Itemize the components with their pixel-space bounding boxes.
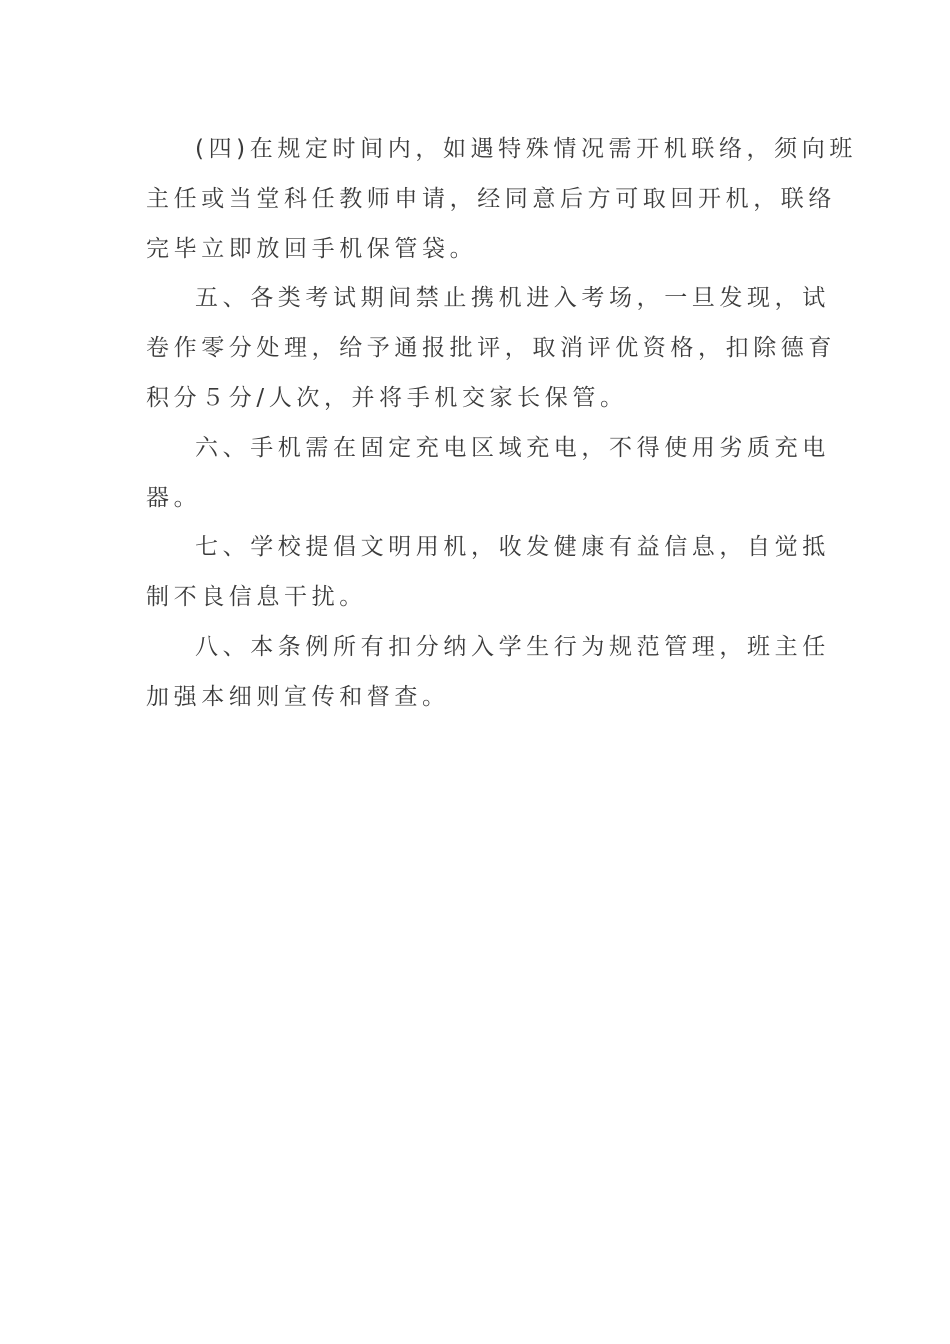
document-body bbox=[146, 125, 857, 723]
text-line: 制不良信息干扰。 bbox=[146, 584, 367, 611]
text-line: (四)在规定时间内，如遇特殊情况需开机联络，须向班 bbox=[195, 136, 857, 162]
text-line: 加强本细则宣传和督查。 bbox=[146, 683, 450, 710]
text-line: 八、本条例所有扣分纳入学生行为规范管理，班主任 bbox=[195, 633, 830, 660]
text-line: 卷作零分处理，给予通报批评，取消评优资格，扣除德育 bbox=[146, 335, 836, 362]
paragraph-deduction-management-rule bbox=[146, 623, 830, 723]
paragraph-exam-rule bbox=[146, 274, 836, 423]
text-line: 五、各类考试期间禁止携机进入考场，一旦发现，试 bbox=[195, 285, 830, 312]
text-line: 主任或当堂科任教师申请，经同意后方可取回开机，联络 bbox=[146, 185, 836, 212]
text-line: 六、手机需在固定充电区域充电，不得使用劣质充电 bbox=[195, 434, 830, 461]
paragraph-phone-contact-rule bbox=[146, 125, 857, 274]
paragraph-charging-rule bbox=[146, 424, 830, 524]
text-line: 器。 bbox=[146, 484, 202, 511]
text-line: 完毕立即放回手机保管袋。 bbox=[146, 235, 478, 262]
paragraph-civil-use-rule bbox=[146, 523, 830, 623]
text-line: 七、学校提倡文明用机，收发健康有益信息，自觉抵 bbox=[195, 534, 830, 561]
text-line: 积分５分/人次，并将手机交家长保管。 bbox=[146, 384, 628, 411]
